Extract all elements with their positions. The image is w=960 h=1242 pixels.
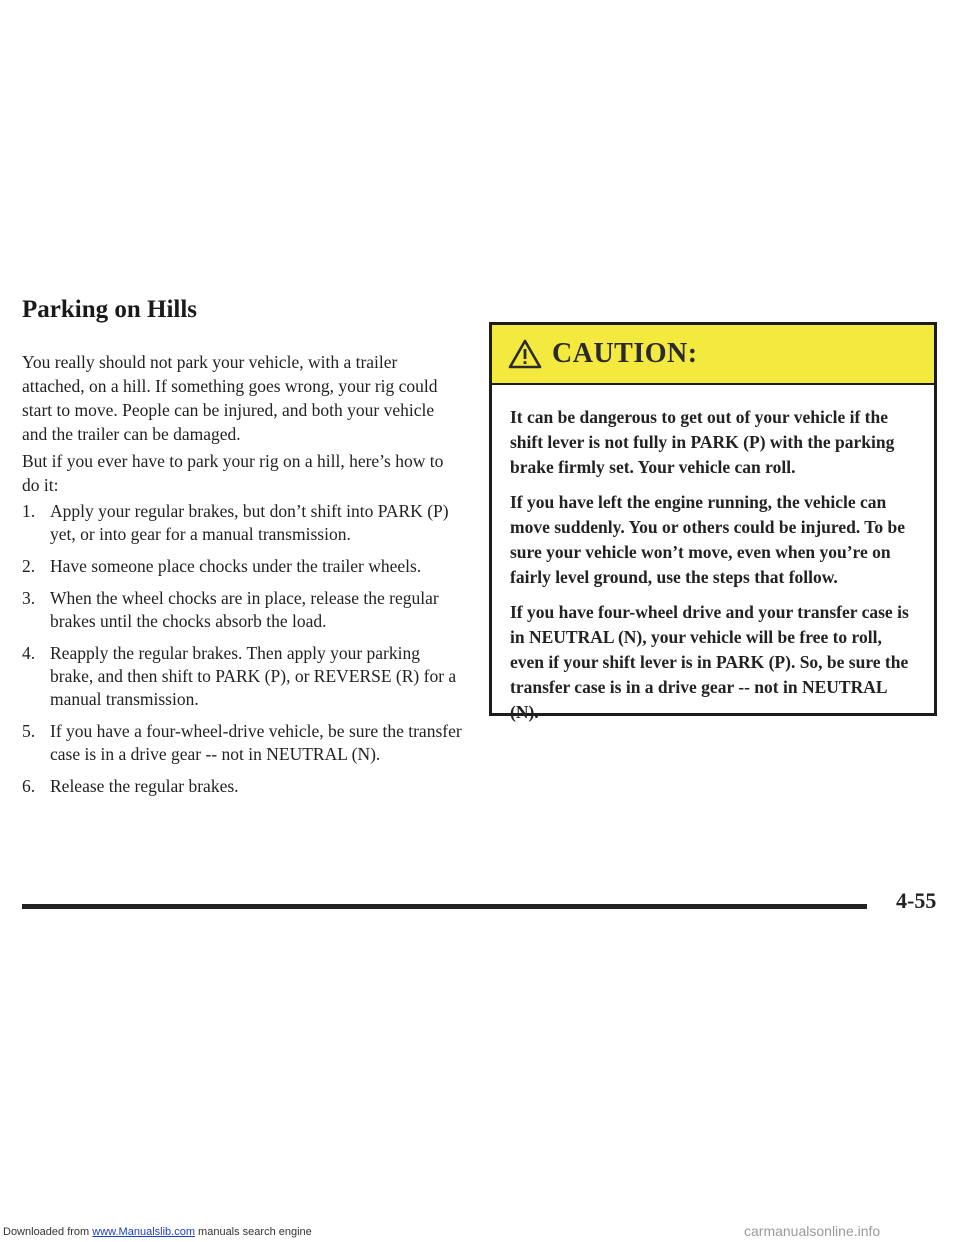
- manualslib-link[interactable]: www.Manualslib.com: [92, 1226, 195, 1238]
- page-number: 4-55: [896, 888, 937, 913]
- intro-paragraph: You really should not park your vehicle, with a trailer attached, on a hill. If something goes wrong, your rig could start to move. People can be injured, and both your vehicle and the trailer can be damaged.: [22, 352, 438, 444]
- caution-paragraph: If you have left the engine running, the vehicle can move suddenly. You or others could be injured. To be sure your vehicle won’t move, even when you’re on fairly level ground, use the steps that follow.: [510, 492, 905, 587]
- steps-list: [22, 500, 467, 807]
- step-number: 5.: [22, 721, 36, 741]
- list-item: [22, 500, 467, 546]
- caution-box: [489, 322, 937, 722]
- step-text: Have someone place chocks under the trailer wheels.: [50, 556, 422, 576]
- step-text: If you have a four-wheel-drive vehicle, be sure the transfer case is in a drive gear -- not in NEUTRAL (N).: [50, 721, 462, 764]
- step-text: Reapply the regular brakes. Then apply your parking brake, and then shift to PARK (P), or REVERSE (R) for a manual transmission.: [50, 643, 457, 709]
- step-text: Apply your regular brakes, but don’t shift into PARK (P) yet, or into gear for a manual transmission.: [50, 501, 449, 544]
- footer-prefix: Downloaded from: [3, 1226, 90, 1238]
- list-item: [22, 720, 467, 766]
- footer-suffix: manuals search engine: [198, 1226, 312, 1238]
- caution-paragraph: If you have four-wheel drive and your transfer case is in NEUTRAL (N), your vehicle will be free to roll, even if your shift lever is in PARK (P). So, be sure the transfer case is in a drive gear -- not in NEUTRAL (N).: [510, 602, 909, 722]
- watermark: carmanualsonline.info: [744, 1223, 881, 1239]
- step-number: 4.: [22, 643, 36, 663]
- list-item: [22, 775, 467, 798]
- step-text: When the wheel chocks are in place, release the regular brakes until the chocks absorb the load.: [50, 588, 439, 631]
- list-item: [22, 555, 467, 578]
- page-title: Parking on Hills: [22, 296, 198, 323]
- list-item: [22, 642, 467, 711]
- caution-paragraph: It can be dangerous to get out of your vehicle if the shift lever is not fully in PARK (P) with the parking brake firmly set. Your vehicle can roll.: [510, 407, 895, 477]
- intro-paragraph: But if you ever have to park your rig on a hill, here’s how to do it:: [22, 451, 444, 495]
- list-item: [22, 587, 467, 633]
- step-number: 1.: [22, 501, 36, 521]
- warning-triangle-icon: [508, 339, 542, 369]
- step-number: 3.: [22, 588, 36, 608]
- page-divider: [22, 904, 867, 909]
- caution-label: CAUTION:: [552, 338, 698, 369]
- download-footer: [3, 1226, 312, 1238]
- caution-body: [492, 385, 934, 725]
- step-number: 6.: [22, 776, 36, 796]
- caution-header: [492, 325, 934, 385]
- step-number: 2.: [22, 556, 36, 576]
- step-text: Release the regular brakes.: [50, 776, 239, 796]
